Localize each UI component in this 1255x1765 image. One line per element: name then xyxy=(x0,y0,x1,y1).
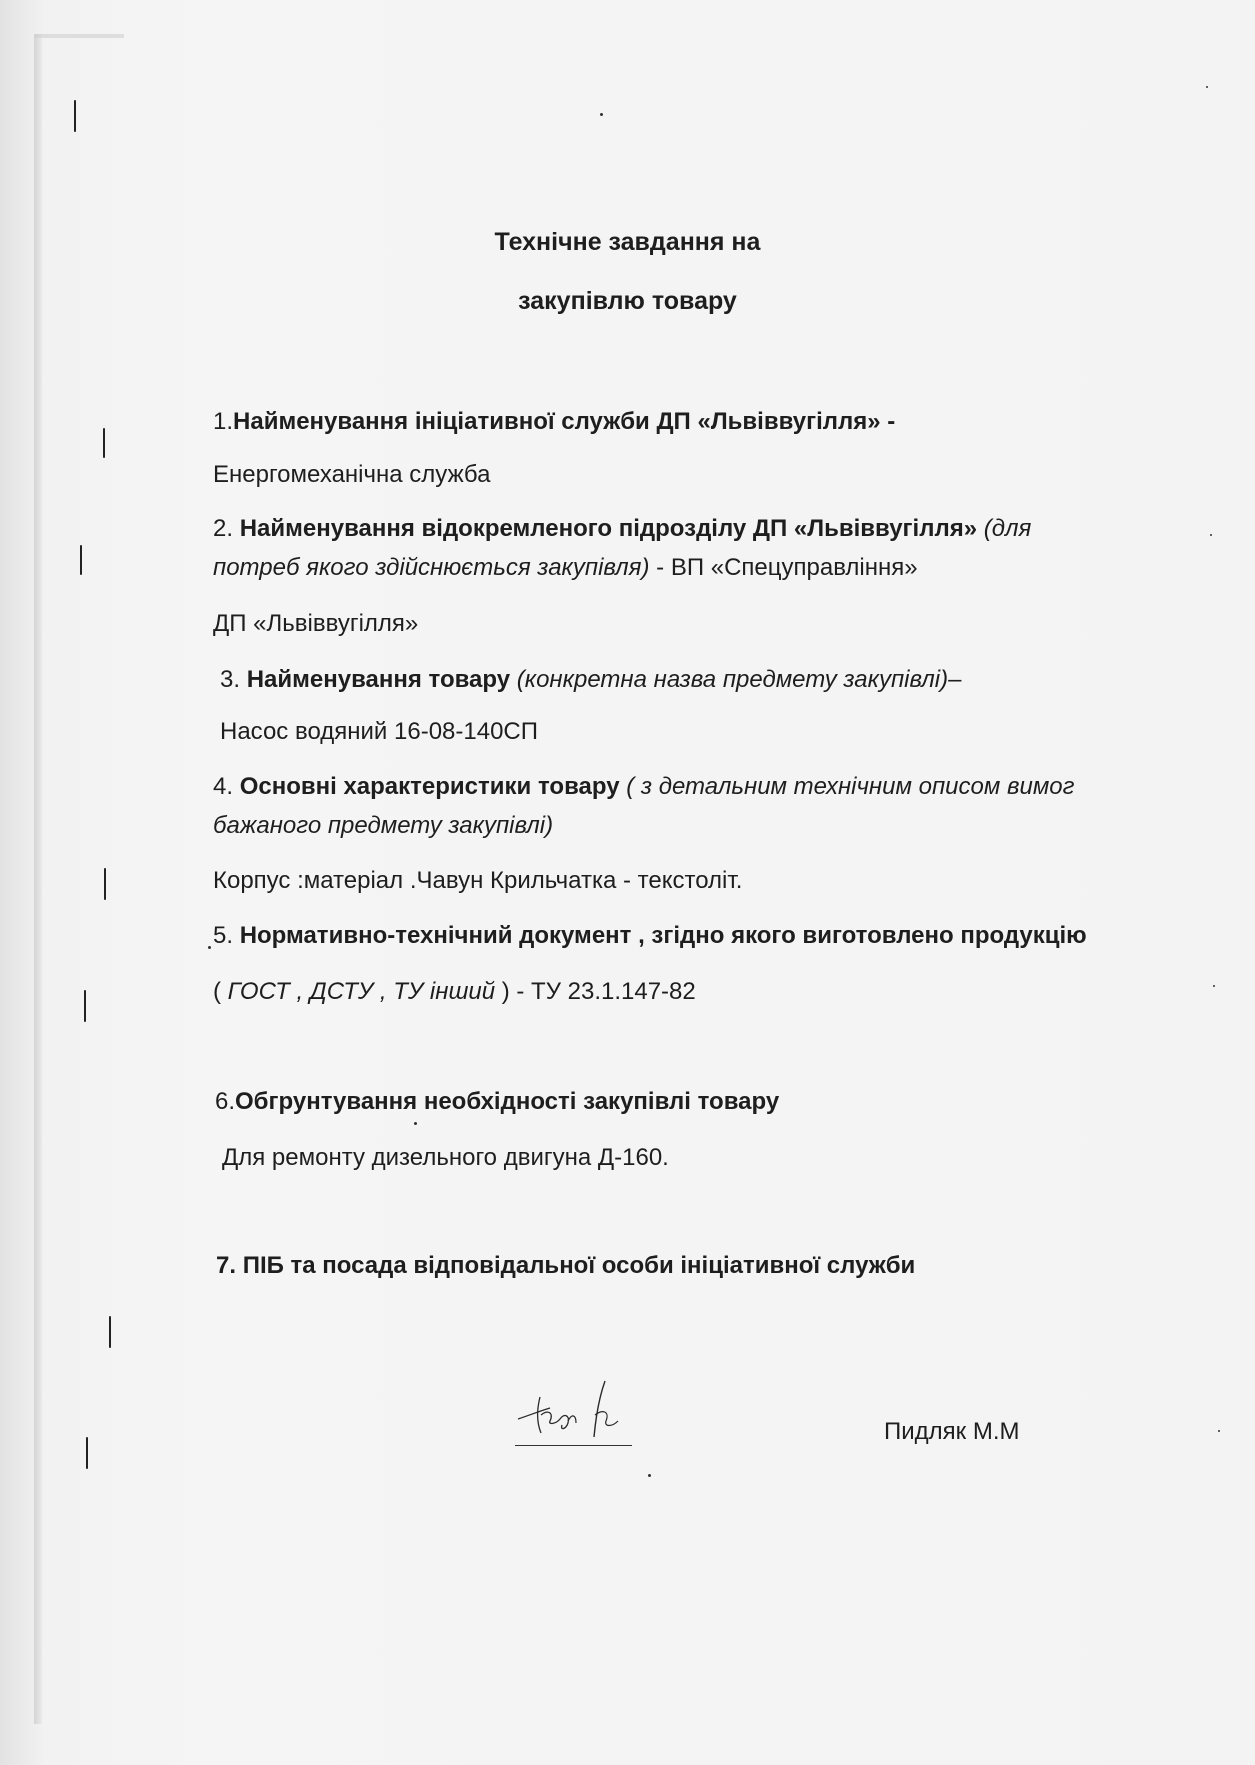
section-3-value: Насос водяний 16-08-140СП xyxy=(220,718,538,745)
section-1-title: Найменування ініціативної служби ДП «Львіввугілля» - xyxy=(233,408,896,435)
punch-mark xyxy=(103,428,105,458)
section-2-note-b: потреб якого здійснюється закупівля) xyxy=(213,554,650,581)
section-5-heading xyxy=(213,922,1087,950)
section-3-title: Найменування товару xyxy=(246,666,511,693)
punch-mark xyxy=(84,990,86,1022)
section-6-value: Для ремонту дизельного двигуна Д-160. xyxy=(222,1144,669,1171)
document-title-line1: Технічне завдання на xyxy=(494,228,761,256)
section-5-value xyxy=(213,978,696,1006)
scan-speck xyxy=(208,946,211,949)
section-2-continuation xyxy=(213,554,918,582)
section-1-value: Енергомеханічна служба xyxy=(213,461,491,488)
section-1-number: 1. xyxy=(213,408,234,435)
section-7-title: ПІБ та посада відповідальної особи ініціативної служби xyxy=(242,1252,916,1279)
scan-speck xyxy=(600,113,603,116)
scan-speck xyxy=(1210,534,1212,536)
section-4-value: Корпус :матеріал .Чавун Крильчатка - текстоліт. xyxy=(213,867,743,894)
punch-mark xyxy=(104,868,106,900)
scan-speck xyxy=(648,1474,651,1477)
punch-mark xyxy=(109,1316,111,1348)
section-3-number: 3. xyxy=(220,666,247,693)
handwritten-signature xyxy=(510,1375,635,1450)
section-7-heading xyxy=(216,1252,915,1280)
section-2-value-b: ДП «Львіввугілля» xyxy=(213,610,419,637)
section-2-value-a: - ВП «Спецуправління» xyxy=(649,554,918,581)
section-5-standards: ГОСТ , ДСТУ , ТУ інший xyxy=(227,978,496,1005)
punch-mark xyxy=(86,1437,88,1469)
section-2-title: Найменування відокремленого підрозділу ДП «Львіввугілля» xyxy=(239,515,978,542)
section-5-number: 5. xyxy=(213,922,240,949)
section-3-heading xyxy=(220,666,961,694)
section-6-number: 6. xyxy=(215,1088,236,1115)
section-6-heading xyxy=(215,1088,779,1116)
section-5-spec: ) - ТУ 23.1.147-82 xyxy=(495,978,696,1005)
section-6-title: Обгрунтування необхідності закупівлі товару xyxy=(235,1088,780,1115)
section-3-note: (конкретна назва предмету закупівлі) xyxy=(510,666,949,693)
signatory-name: Пидляк М.М xyxy=(884,1418,1020,1445)
scan-speck xyxy=(1213,985,1215,987)
section-4-title: Основні характеристики товару xyxy=(239,773,620,800)
punch-mark xyxy=(80,545,82,575)
section-2-number: 2. xyxy=(213,515,240,542)
section-2-heading xyxy=(213,515,1031,543)
section-5-title: Нормативно-технічний документ , згідно якого виготовлено продукцію xyxy=(239,922,1087,949)
section-4-heading xyxy=(213,773,1074,801)
section-1-heading xyxy=(213,408,895,436)
section-3-dash: – xyxy=(948,666,962,693)
scan-speck xyxy=(1218,1430,1220,1432)
section-2-note-a: (для xyxy=(977,515,1032,542)
section-4-number: 4. xyxy=(213,773,240,800)
punch-mark xyxy=(74,100,76,132)
section-5-open: ( xyxy=(213,978,228,1005)
scan-speck xyxy=(414,1122,417,1125)
section-4-note-b: бажаного предмету закупівлі) xyxy=(213,812,554,839)
signature-underline xyxy=(515,1445,632,1446)
section-7-number: 7. xyxy=(216,1252,243,1279)
scan-speck xyxy=(1206,86,1208,88)
document-title-line2: закупівлю товару xyxy=(518,287,737,315)
section-4-note-a: ( з детальним технічним описом вимог xyxy=(619,773,1075,800)
scan-top-shadow xyxy=(34,34,124,38)
